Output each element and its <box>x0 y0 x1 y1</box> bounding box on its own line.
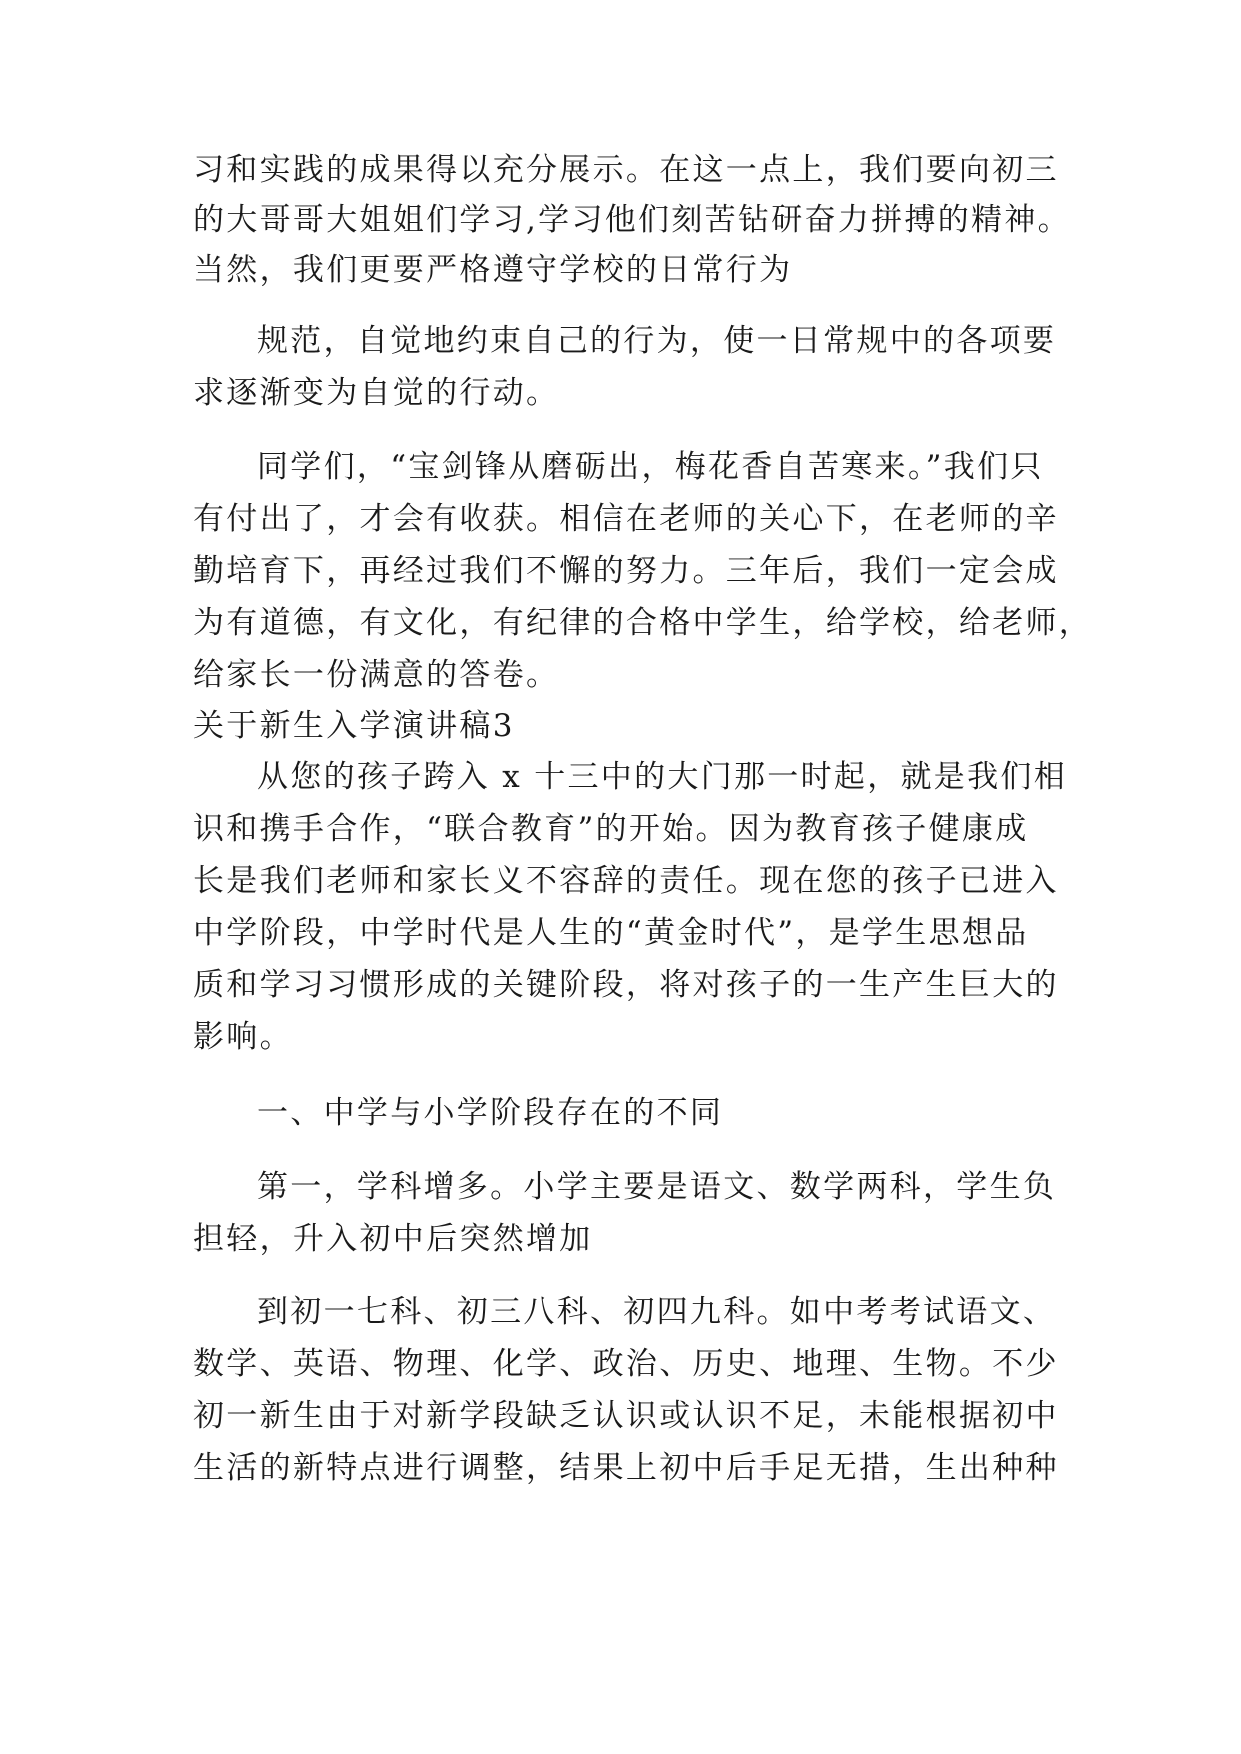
text-line: 同学们，“宝剑锋从磨砺出，梅花香自苦寒来。”我们只 <box>257 449 1044 485</box>
text-line: 担轻，升入初中后突然增加 <box>193 1221 593 1257</box>
text-line: 到初一七科、初三八科、初四九科。如中考考试语文、 <box>257 1294 1057 1330</box>
section-heading: 关于新生入学演讲稿3 <box>193 708 515 744</box>
text-line: 习和实践的成果得以充分展示。在这一点上，我们要向初三 <box>193 152 1059 188</box>
subheading: 一、中学与小学阶段存在的不同 <box>257 1095 724 1131</box>
text-line: 影响。 <box>193 1019 293 1055</box>
text-line: 长是我们老师和家长义不容辞的责任。现在您的孩子已进入 <box>193 863 1059 899</box>
text-line: 第一，学科增多。小学主要是语文、数学两科，学生负 <box>257 1169 1057 1205</box>
text-line: 勤培育下，再经过我们不懈的努力。三年后，我们一定会成 <box>193 553 1059 589</box>
text-line: 为有道德，有文化，有纪律的合格中学生，给学校，给老师， <box>193 605 1093 641</box>
text-line: 当然，我们更要严格遵守学校的日常行为 <box>193 252 793 288</box>
text-line: 从您的孩子跨入 x 十三中的大门那一时起，就是我们相 <box>257 759 1067 795</box>
text-line: 识和携手合作，“联合教育”的开始。因为教育孩子健康成 <box>193 811 1029 847</box>
text-line: 初一新生由于对新学段缺乏认识或认识不足，未能根据初中 <box>193 1398 1059 1434</box>
text-line: 的大哥哥大姐姐们学习,学习他们刻苦钻研奋力拼搏的精神。 <box>193 202 1071 238</box>
text-line: 规范，自觉地约束自己的行为，使一日常规中的各项要 <box>257 323 1057 359</box>
text-line: 生活的新特点进行调整，结果上初中后手足无措，生出种种 <box>193 1450 1059 1486</box>
text-line: 求逐渐变为自觉的行动。 <box>193 375 560 411</box>
text-line: 数学、英语、物理、化学、政治、历史、地理、生物。不少 <box>193 1346 1059 1382</box>
text-line: 给家长一份满意的答卷。 <box>193 657 560 693</box>
text-line: 有付出了，才会有收获。相信在老师的关心下，在老师的辛 <box>193 501 1059 537</box>
text-line: 中学阶段，中学时代是人生的“黄金时代”，是学生思想品 <box>193 915 1029 951</box>
text-line: 质和学习习惯形成的关键阶段，将对孩子的一生产生巨大的 <box>193 967 1059 1003</box>
